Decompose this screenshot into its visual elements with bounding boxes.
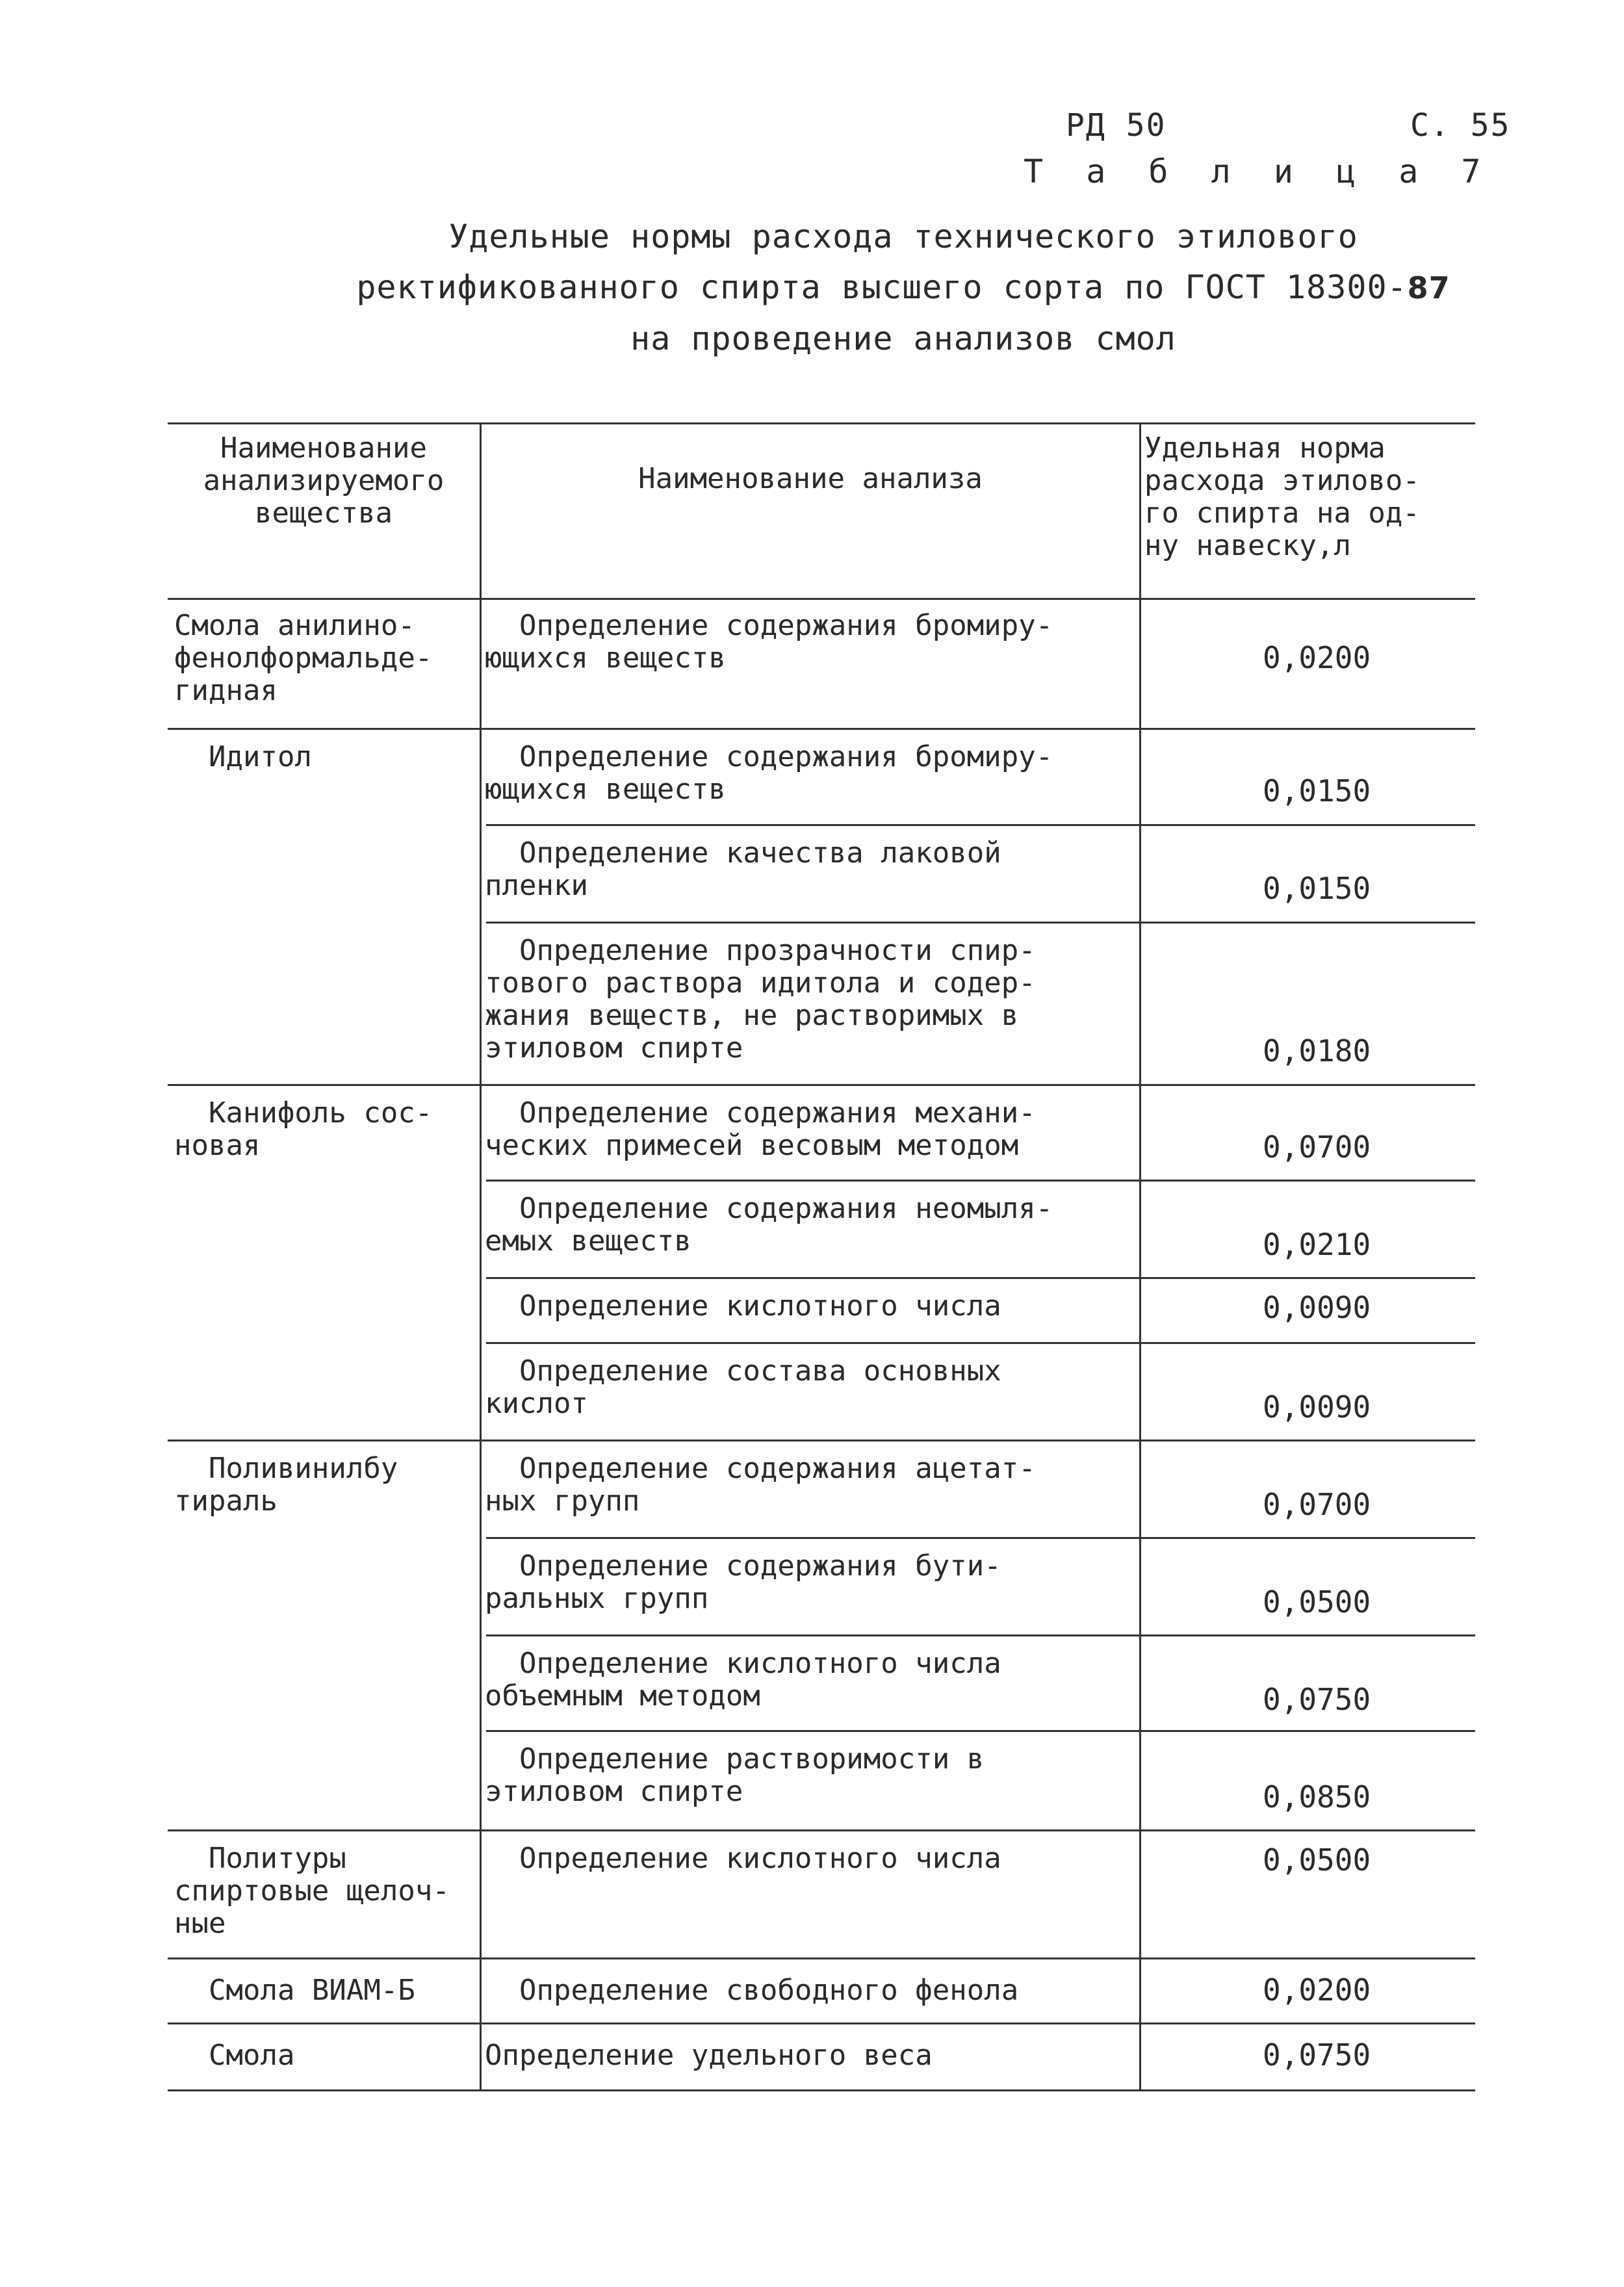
- row-rule: [486, 922, 1475, 924]
- row-rule: [486, 1537, 1475, 1539]
- row-rule: [486, 1730, 1475, 1732]
- norm-cell: 0,0090: [1263, 1389, 1371, 1425]
- analysis-cell: Определение кислотного числа: [485, 1289, 1001, 1323]
- substance-cell: Идитол: [174, 740, 312, 773]
- analysis-cell: Определение содержания механи- ческих примесей весовым методом: [485, 1096, 1036, 1162]
- caption-year: 87: [1407, 270, 1450, 305]
- norm-cell: 0,0500: [1263, 1584, 1371, 1620]
- table-top-rule: [168, 422, 1475, 424]
- row-rule: [486, 1634, 1475, 1636]
- caption-line-2-text: ректификованного спирта высшего сорта по ГОСТ 18300-: [356, 268, 1408, 306]
- column-divider: [480, 422, 482, 2089]
- caption-line-1: Удельные нормы расхода технического этилового: [448, 218, 1358, 255]
- row-rule: [486, 1180, 1475, 1182]
- analysis-cell: Определение содержания бромиру- ющихся веществ: [485, 740, 1053, 806]
- analysis-cell: Определение содержания неомыля- емых веществ: [485, 1192, 1053, 1258]
- substance-cell: Смола ВИАМ-Б: [174, 1974, 415, 2007]
- norm-cell: 0,0700: [1263, 1130, 1371, 1165]
- norm-cell: 0,0700: [1263, 1487, 1371, 1522]
- group-rule: [168, 1440, 1475, 1441]
- doc-code: РД 50: [1066, 107, 1166, 144]
- column-header-substance: Наименование анализируемого вещества: [203, 432, 445, 530]
- page-number: С. 55: [1410, 107, 1511, 144]
- norm-cell: 0,0200: [1263, 1972, 1371, 2008]
- group-rule: [168, 1829, 1475, 1831]
- row-rule: [486, 824, 1475, 826]
- norm-cell: 0,0150: [1263, 773, 1371, 808]
- analysis-cell: Определение состава основных кислот: [485, 1354, 1001, 1420]
- norm-cell: 0,0750: [1263, 2037, 1371, 2073]
- analysis-cell: Определение прозрачности спир- тового раствора идитола и содер- жания веществ, не растворимых в этиловом спирте: [485, 934, 1036, 1065]
- column-divider: [1139, 422, 1141, 2089]
- norm-cell: 0,0750: [1263, 1682, 1371, 1717]
- table-bottom-rule: [168, 2089, 1475, 2091]
- analysis-cell: Определение содержания ацетат- ных групп: [485, 1452, 1036, 1518]
- norm-cell: 0,0850: [1263, 1779, 1371, 1815]
- substance-cell: Смола анилино- фенолформальде- гидная: [174, 609, 433, 707]
- group-rule: [168, 2022, 1475, 2024]
- row-rule: [486, 1277, 1475, 1279]
- norm-cell: 0,0200: [1263, 640, 1371, 675]
- group-rule: [168, 1084, 1475, 1086]
- analysis-cell: Определение кислотного числа: [485, 1842, 1001, 1875]
- norms-table: [168, 0, 1475, 2287]
- column-header-norm: Удельная норма расхода этилово- го спирта на од- ну навеску,л: [1144, 432, 1420, 562]
- analysis-cell: Определение содержания бути- ральных групп: [485, 1549, 1001, 1615]
- column-header-analysis: Наименование анализа: [638, 462, 983, 495]
- group-rule: [168, 1958, 1475, 1959]
- caption-line-3: на проведение анализов смол: [630, 320, 1176, 357]
- analysis-cell: Определение содержания бромиру- ющихся веществ: [485, 609, 1053, 675]
- analysis-cell: Определение качества лаковой пленки: [485, 836, 1001, 902]
- norm-cell: 0,0090: [1263, 1290, 1371, 1325]
- substance-cell: Поливинилбу тираль: [174, 1452, 398, 1518]
- header-bottom-rule: [168, 598, 1475, 600]
- analysis-cell: Определение удельного веса: [485, 2039, 933, 2072]
- substance-cell: Политуры спиртовые щелоч- ные: [174, 1842, 450, 1940]
- table-label: Т а б л и ц а 7: [1024, 153, 1493, 190]
- analysis-cell: Определение растворимости в этиловом спирте: [485, 1742, 985, 1808]
- norm-cell: 0,0150: [1263, 871, 1371, 906]
- analysis-cell: Определение кислотного числа объемным методом: [485, 1647, 1001, 1712]
- norm-cell: 0,0500: [1263, 1842, 1371, 1878]
- norm-cell: 0,0210: [1263, 1227, 1371, 1262]
- substance-cell: Канифоль сос- новая: [174, 1096, 433, 1162]
- row-rule: [486, 1342, 1475, 1344]
- analysis-cell: Определение свободного фенола: [485, 1974, 1019, 2007]
- group-rule: [168, 728, 1475, 730]
- substance-cell: Смола: [174, 2039, 295, 2072]
- norm-cell: 0,0180: [1263, 1033, 1371, 1068]
